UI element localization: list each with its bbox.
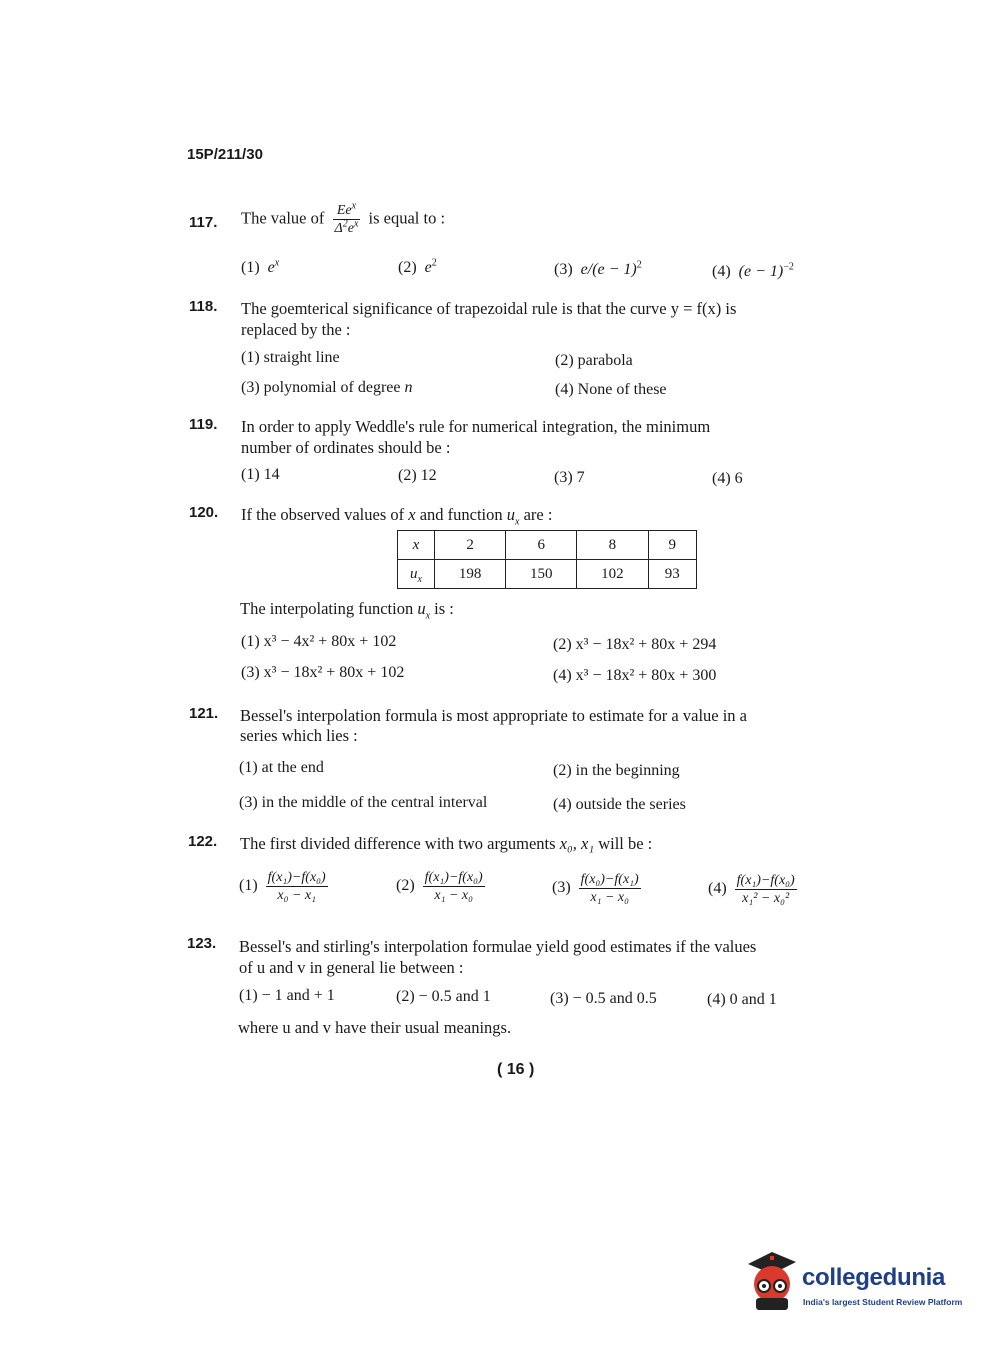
table-row — [398, 560, 697, 589]
sub-prompt: The interpolating function $u_x$ is : — [240, 599, 454, 622]
table-cell: 9 — [648, 531, 696, 560]
option-3: (3) 7 — [554, 469, 585, 486]
question-stem-line-2: replaced by the : — [241, 320, 351, 339]
page-number: ( 16 ) — [497, 1061, 535, 1078]
option-2: (2) in the beginning — [553, 762, 680, 779]
question-note: where u and v have their usual meanings. — [238, 1018, 512, 1037]
option-2: (2) − 0.5 and 1 — [396, 988, 491, 1005]
question-number: 119. — [189, 416, 218, 433]
option-3: (3) in the middle of the central interval — [239, 794, 488, 811]
option-1: (1) straight line — [241, 349, 340, 366]
question-stem: The first divided difference with two arguments x₀, x₁ will be : — [240, 834, 653, 853]
question-stem-line-2: of u and v in general lie between : — [239, 958, 464, 977]
option-1: (1) at the end — [239, 759, 324, 776]
option-1: (1) $\frac{\text{f(x₁)−f(x₀)}}{\text{x₀ − x₁}}$ — [239, 870, 326, 903]
logo-name: collegedunia — [802, 1264, 946, 1291]
question-number: 117. — [189, 214, 218, 231]
table-row — [398, 531, 697, 560]
option-1: (1) − 1 and + 1 — [239, 987, 335, 1004]
table-cell: 6 — [506, 531, 577, 560]
option-1: (1) x³ − 4x² + 80x + 102 — [241, 633, 397, 650]
table-cell: 2 — [435, 531, 506, 560]
option-4: (4) x³ − 18x² + 80x + 300 — [553, 667, 717, 684]
logo-tagline: India's largest Student Review Platform — [803, 1297, 963, 1307]
option-2: (2) x³ − 18x² + 80x + 294 — [553, 636, 717, 653]
option-4: (4) 0 and 1 — [707, 991, 777, 1008]
table-header-cell: x — [398, 531, 435, 560]
question-stem: If the observed values of x and function $u_x$ are : — [241, 505, 553, 528]
question-stem-line-1: The goemterical significance of trapezoidal rule is that the curve y = f(x) is — [241, 299, 737, 318]
option-4: (4) 6 — [712, 470, 743, 487]
option-2: (2) parabola — [555, 352, 633, 369]
option-3: (3) x³ − 18x² + 80x + 102 — [241, 664, 405, 681]
option-3: (3) polynomial of degree n — [241, 379, 413, 396]
question-number: 121. — [189, 705, 219, 722]
option-4: (4) $\frac{\text{f(x₁)−f(x₀)}}{\text{x₁² − x₀²}}$ — [708, 873, 795, 906]
question-stem-line-2: series which lies : — [240, 726, 358, 745]
option-4: (4) outside the series — [553, 796, 686, 813]
option-3: (3) $\frac{\text{f(x₀)−f(x₁)}}{\text{x₁ − x₀}}$ — [552, 872, 639, 905]
option-4: (4) $(e - 1)^{-2}$ — [712, 261, 794, 280]
option-1: (1) 14 — [241, 466, 280, 483]
question-stem: The value of $\frac{Ee^x}{\Delta^2e^x}$ is equal to : — [241, 200, 446, 236]
paper-code: 15P/211/30 — [187, 146, 263, 163]
table-cell: 102 — [577, 560, 648, 589]
question-number: 118. — [189, 298, 218, 315]
question-number: 122. — [188, 833, 218, 850]
data-table — [397, 530, 697, 589]
mascot-icon — [742, 1250, 802, 1312]
option-2: (2) $e^2$ — [398, 257, 437, 276]
table-cell: 93 — [648, 560, 696, 589]
option-1: (1) $e^x$ — [241, 257, 280, 276]
table-cell: 198 — [435, 560, 506, 589]
option-3: (3) $e/(e - 1)^2$ — [554, 259, 642, 278]
question-stem-line-1: Bessel's interpolation formula is most appropriate to estimate for a value in a — [240, 706, 748, 725]
question-stem-line-1: In order to apply Weddle's rule for numerical integration, the minimum — [241, 417, 711, 436]
question-number: 123. — [187, 935, 217, 952]
table-cell: 150 — [506, 560, 577, 589]
question-stem-line-1: Bessel's and stirling's interpolation formulae yield good estimates if the values — [239, 937, 757, 956]
option-4: (4) None of these — [555, 381, 667, 398]
question-number: 120. — [189, 504, 219, 521]
option-2: (2) $\frac{\text{f(x₁)−f(x₀)}}{\text{x₁ − x₀}}$ — [396, 870, 483, 903]
collegedunia-logo — [742, 1250, 972, 1320]
fraction: $\frac{Ee^x}{\Delta^2e^x}$ — [334, 200, 359, 236]
table-cell: 8 — [577, 531, 648, 560]
option-3: (3) − 0.5 and 0.5 — [550, 990, 657, 1007]
question-stem-line-2: number of ordinates should be : — [241, 438, 451, 457]
table-header-cell: $u_x$ — [398, 560, 435, 589]
option-2: (2) 12 — [398, 467, 437, 484]
